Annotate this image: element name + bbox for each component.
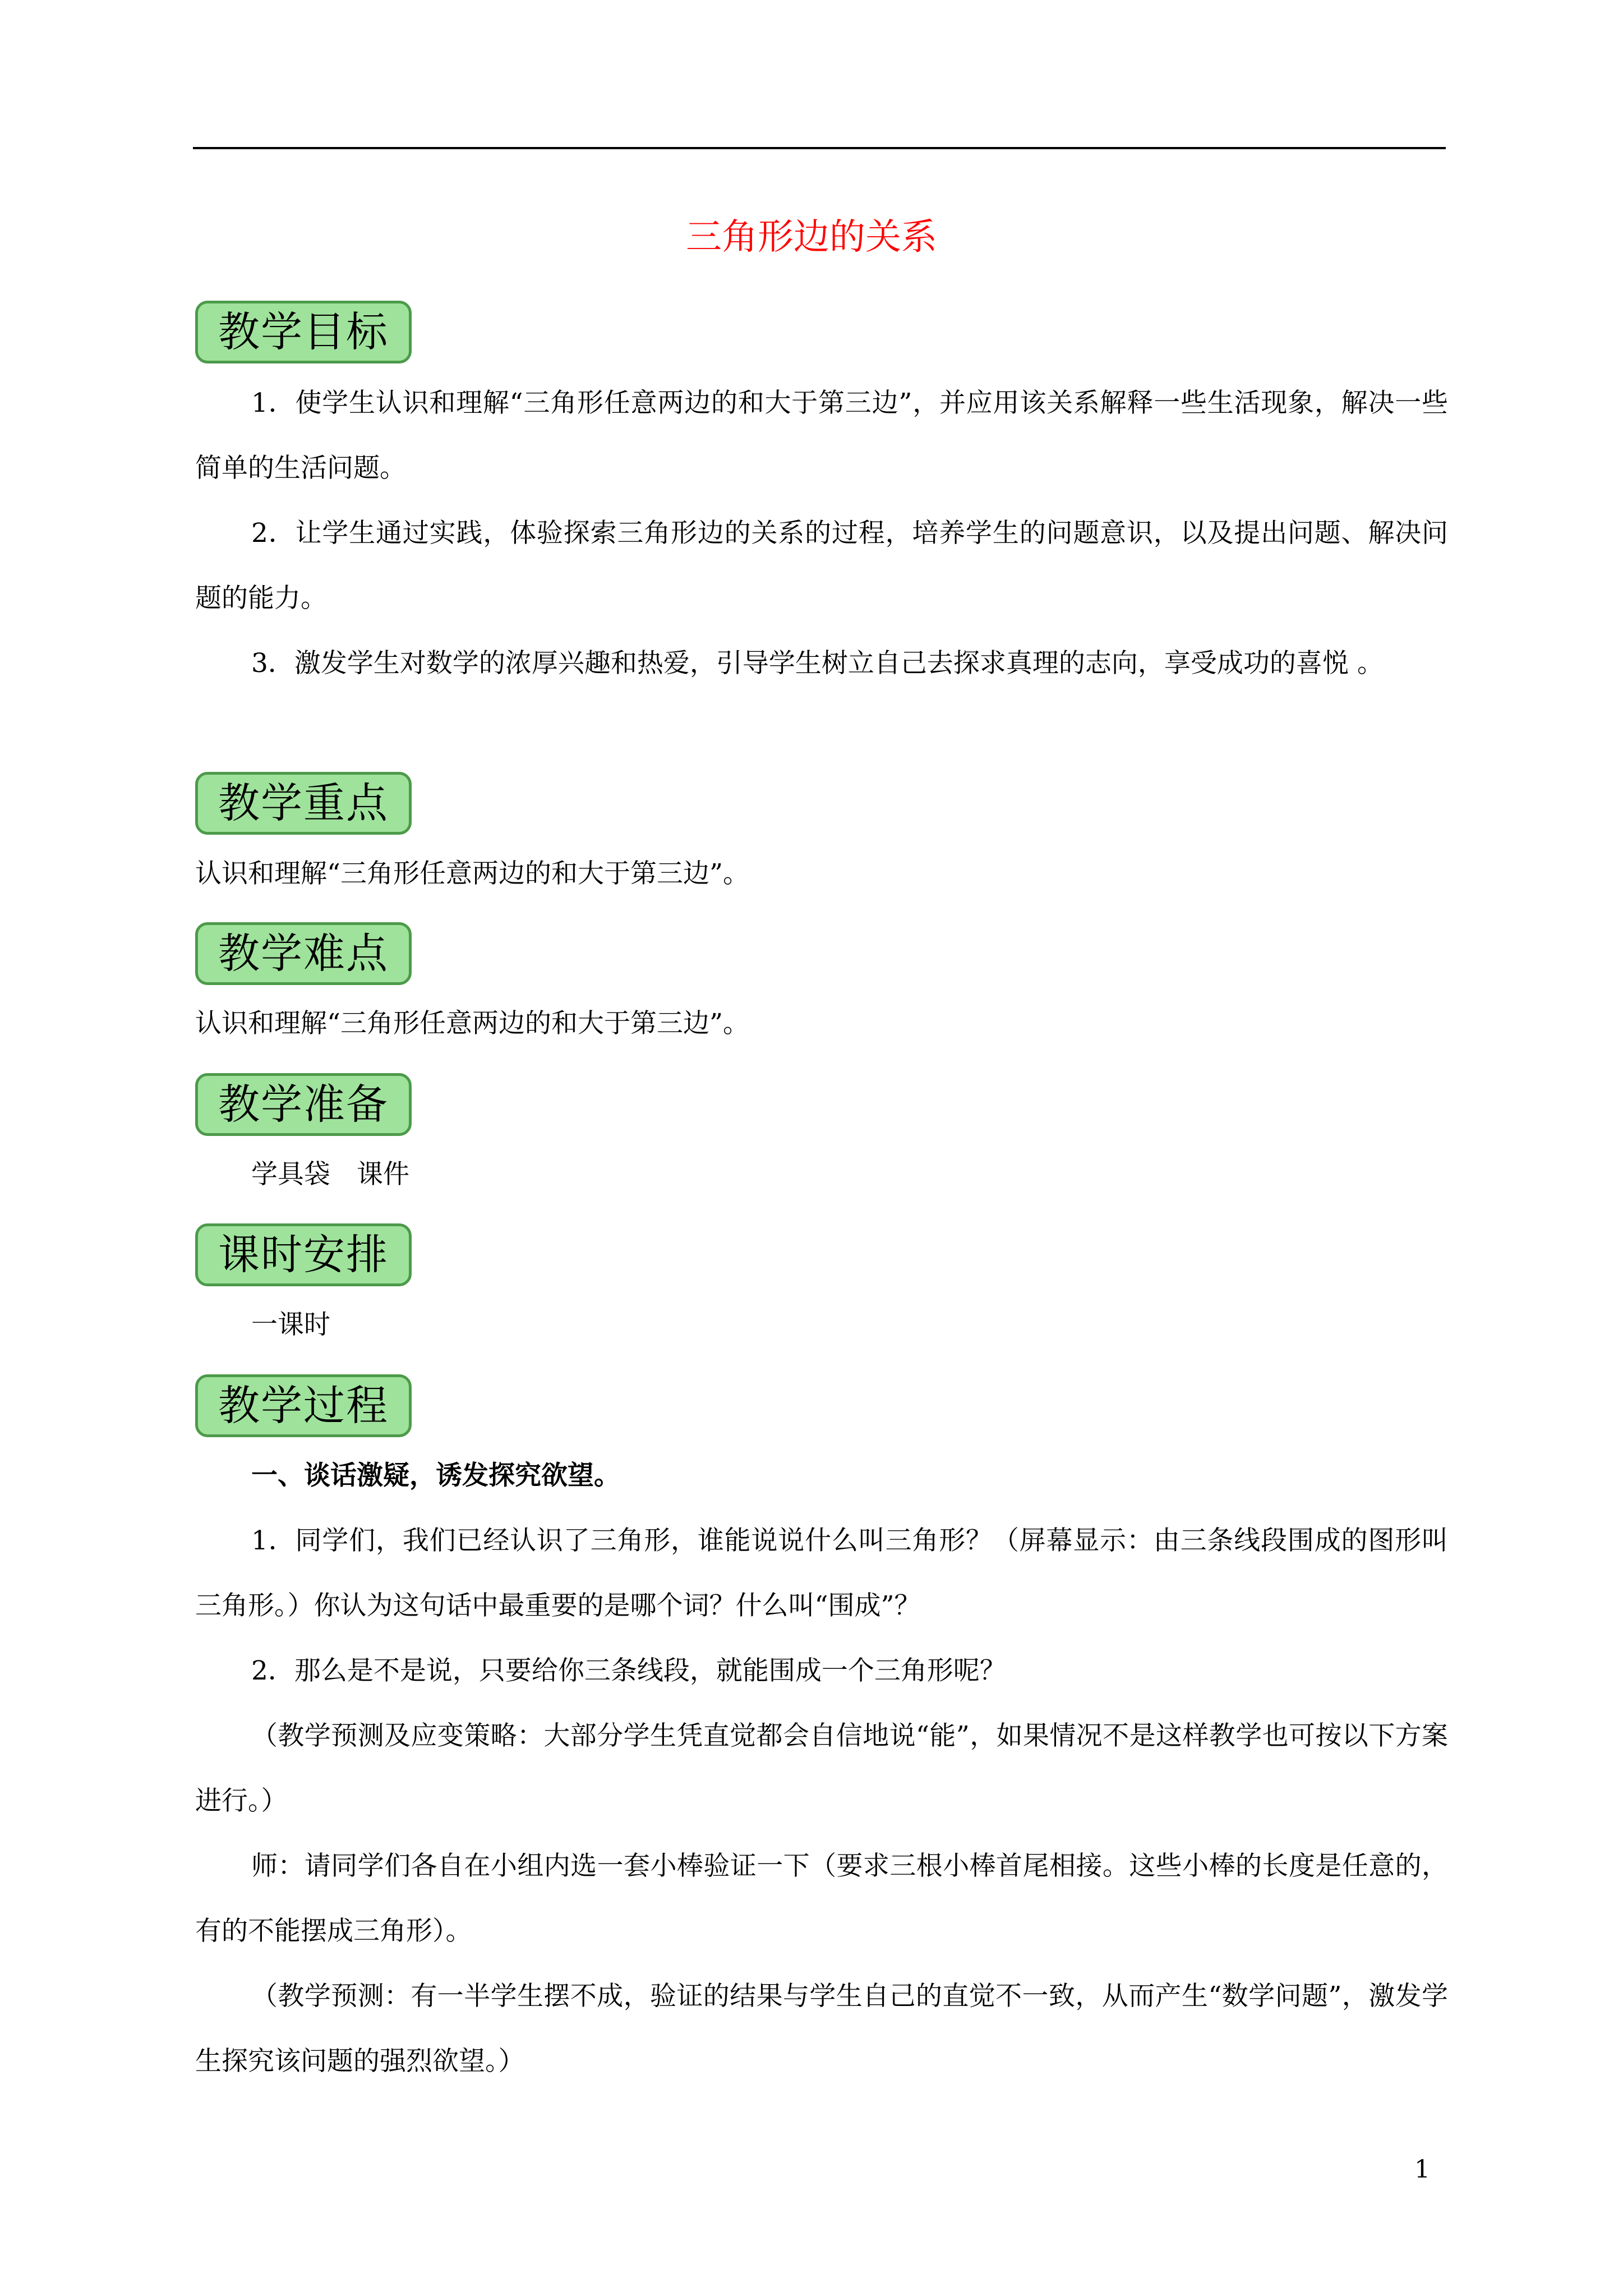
goal-item-1: 1．使学生认识和理解“三角形任意两边的和大于第三边”，并应用该关系解释一些生活现象，解决一些简单的生活问题。 xyxy=(195,388,1448,484)
difficulty-text: 认识和理解“三角形任意两边的和大于第三边”。 xyxy=(195,1008,750,1039)
section-label-preparation: 教学准备 xyxy=(195,1073,412,1136)
goal-item-2: 2．让学生通过实践，体验探索三角形边的关系的过程，培养学生的问题意识，以及提出问题、解决问题的能力。 xyxy=(195,518,1448,614)
section-label-key-point: 教学重点 xyxy=(195,772,412,835)
section-label-difficulty: 教学难点 xyxy=(195,922,412,985)
header-rule xyxy=(193,147,1446,149)
section-label-goals: 教学目标 xyxy=(195,301,412,364)
process-paragraph-4: 师：请同学们各自在小组内选一套小棒验证一下（要求三根小棒首尾相接。这些小棒的长度是任意的，有的不能摆成三角形）。 xyxy=(195,1851,1448,1947)
document-title: 三角形边的关系 xyxy=(686,217,937,258)
preparation-text: 学具袋 课件 xyxy=(251,1159,409,1190)
process-paragraph-5: （教学预测：有一半学生摆不成，验证的结果与学生自己的直觉不一致，从而产生“数学问题”，激发学生探究该问题的强烈欲望。） xyxy=(195,1981,1448,2077)
goal-item-3: 3．激发学生对数学的浓厚兴趣和热爱，引导学生树立自己去探求真理的志向，享受成功的喜悦 。 xyxy=(251,648,1384,679)
process-paragraph-1: 1．同学们，我们已经认识了三角形，谁能说说什么叫三角形？（屏幕显示：由三条线段围成的图形叫三角形。）你认为这句话中最重要的是哪个词？什么叫“围成”？ xyxy=(195,1525,1448,1621)
section-label-process: 教学过程 xyxy=(195,1374,412,1437)
process-subheading: 一、谈话激疑，诱发探究欲望。 xyxy=(251,1460,620,1491)
process-paragraph-3: （教学预测及应变策略：大部分学生凭直觉都会自信地说“能”，如果情况不是这样教学也可按以下方案进行。） xyxy=(195,1720,1448,1816)
page-number: 1 xyxy=(1414,2155,1430,2184)
schedule-text: 一课时 xyxy=(251,1309,330,1340)
key-point-text: 认识和理解“三角形任意两边的和大于第三边”。 xyxy=(195,858,750,889)
process-paragraph-2: 2．那么是不是说，只要给你三条线段，就能围成一个三角形呢？ xyxy=(251,1655,1006,1686)
section-label-schedule: 课时安排 xyxy=(195,1223,412,1286)
